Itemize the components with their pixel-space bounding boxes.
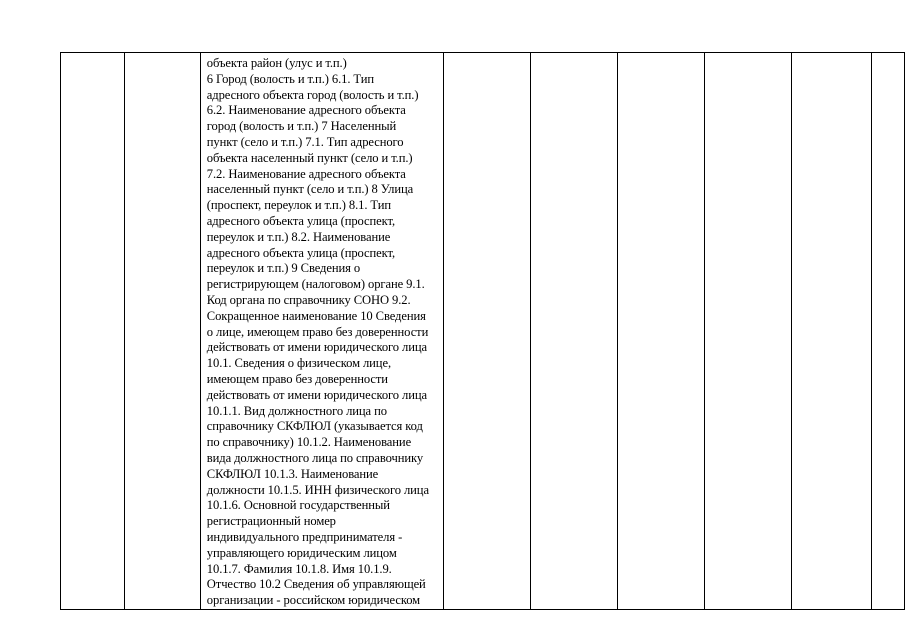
table-cell-7 [705,53,792,610]
table-cell-4 [443,53,531,610]
document-table [60,52,905,610]
table-cell-9 [871,53,904,610]
table-cell-8 [792,53,872,610]
description-text: объекта район (улус и т.п.) 6 Город (волость и т.п.) 6.1. Тип адресного объекта город (волость и т.п.) 6.2. Наименование адресного объекта город (волость и т.п.) 7 Населенный пункт (село и т.п.) 7.1. Тип адресного объекта населенный пункт (село и т.п.) 7.2. Наименование адресного объекта населенный пункт (село и т.п.) 8 Улица (проспект, переулок и т.п.) 8.1. Тип адресного объекта улица (проспект, переулок и т.п.) 8.2. Наименование адресного объекта улица (проспект, переулок и т.п.) 9 Сведения о регистрирующем (налоговом) органе 9.1. Код органа по справочнику СОНО 9.2. Сокращенное наименование 10 Сведения о лице, имеющем право без доверенности действовать от имени юридического лица 10.1. Сведения о физическом лице, имеющем право без доверенности действовать от имени юридического лица 10.1.1. Вид должностного лица по справочнику СКФЛЮЛ (указывается код по справочнику) 10.1.2. Наименование вида должностного лица по справочнику СКФЛЮЛ 10.1.3. Наименование должности 10.1.5. ИНН физического лица 10.1.6. Основной государственный регистрационный номер индивидуального предпринимателя - управляющего юридическим лицом 10.1.7. Фамилия 10.1.8. Имя 10.1.9. Отчество 10.2 Сведения об управляющей организации - российском юридическом [206,56,429,608]
table-cell-6 [618,53,705,610]
table-cell-description [200,53,443,610]
table-cell-2 [124,53,200,610]
table-cell-5 [531,53,618,610]
table-cell-1 [61,53,125,610]
table-row [61,53,905,610]
